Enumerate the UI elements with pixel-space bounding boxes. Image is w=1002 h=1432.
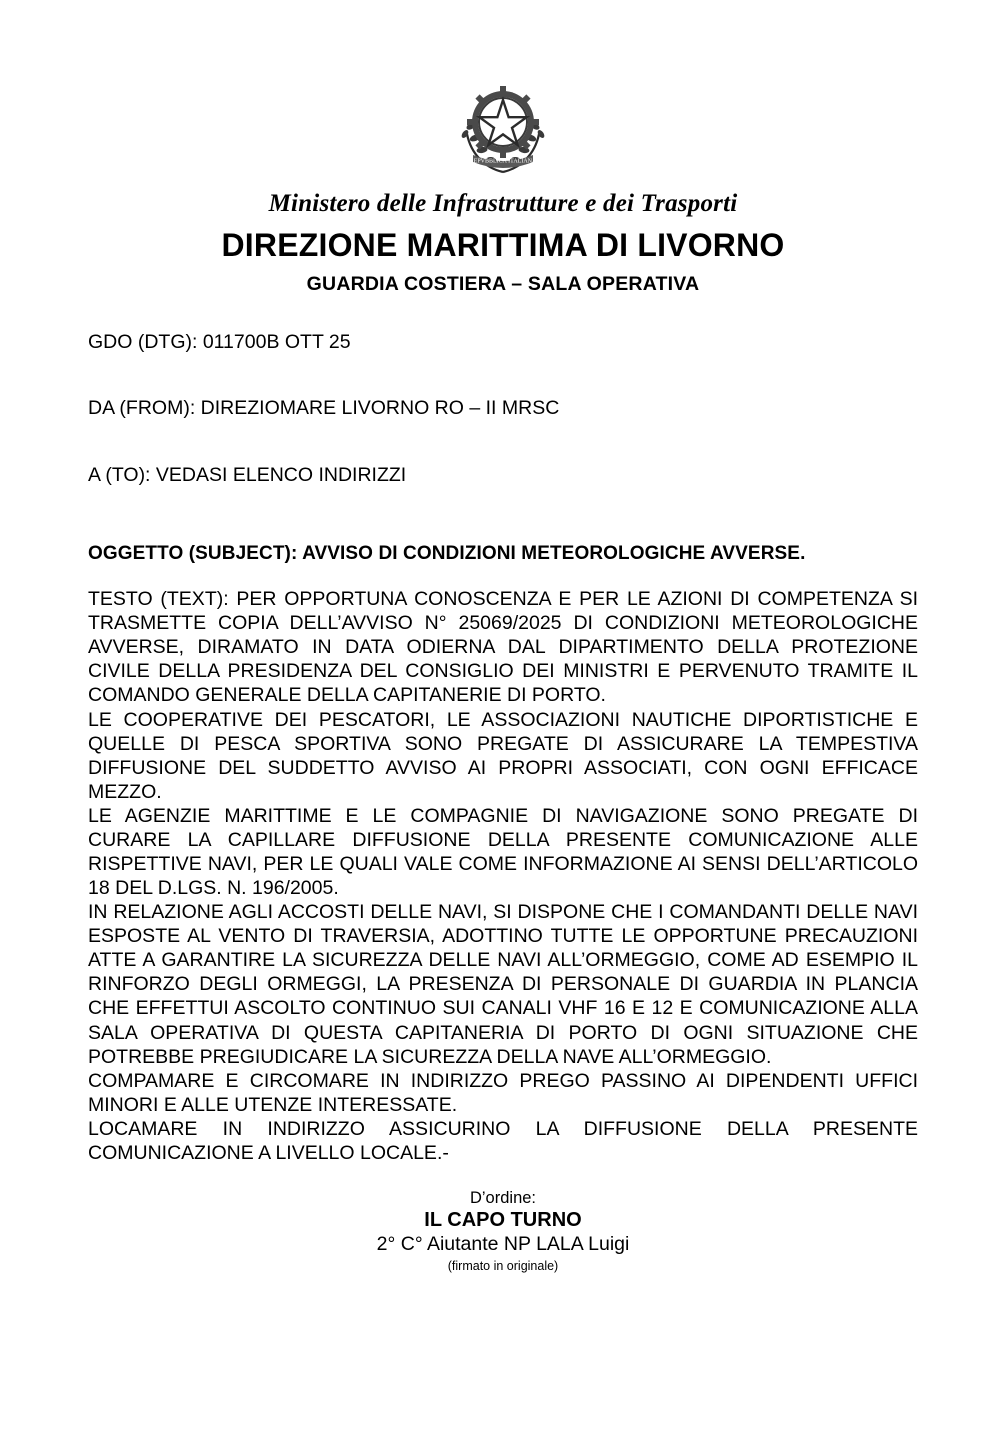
signature-note: (firmato in originale) <box>447 1259 559 1273</box>
meta-block <box>88 330 918 487</box>
signature-role: IL CAPO TURNO <box>424 1209 582 1231</box>
emblem-of-italy-icon <box>451 76 555 180</box>
emblem-container <box>88 8 918 180</box>
document-sheet <box>8 8 994 1424</box>
body-paragraph-3: LE AGENZIE MARITTIME E LE COMPAGNIE DI NAVIGAZIONE SONO PREGATE DI CURARE LA CAPILLARE DIFFUSIONE DELLA PRESENTE COMUNICAZIONE ALLE RISPETTIVE NAVI, PER LE QUALI VALE COME INFORMAZIONE AI SENSI DELL’ARTICOLO 18 DEL D.LGS. N. 196/2005. <box>88 804 918 900</box>
svg-text:REPVBBLICA ITALIANA: REPVBBLICA ITALIANA <box>469 158 537 165</box>
subtitle: GUARDIA COSTIERA – SALA OPERATIVA <box>306 273 700 295</box>
page-title: DIREZIONE MARITTIMA DI LIVORNO <box>221 227 785 263</box>
body-paragraph-2: LE COOPERATIVE DEI PESCATORI, LE ASSOCIAZIONI NAUTICHE DIPORTISTICHE E QUELLE DI PESCA SPORTIVA SONO PREGATE DI ASSICURARE LA TEMPESTIVA DIFFUSIONE DEL SUDDETTO AVVISO AI PROPRI ASSOCIATI, CON OGNI EFFICACE MEZZO. <box>88 708 918 803</box>
body-paragraph-4: IN RELAZIONE AGLI ACCOSTI DELLE NAVI, SI DISPONE CHE I COMANDANTI DELLE NAVI ESPOSTE AL VENTO DI TRAVERSIA, ADOTTINO TUTTE LE OPPORTUNE PRECAUZIONI ATTE A GARANTIRE LA SICUREZZA DELLE NAVI ALL’ORMEGGIO, COME AD ESEMPIO IL RINFORZO DEGLI ORMEGGI, LA PRESENZA DI PERSONALE DI GUARDIA IN PLANCIA CHE EFFETTUI ASCOLTO CONTINUO SUI CANALI VHF 16 E 12 E COMUNICAZIONE ALLA SALA OPERATIVA DI QUESTA CAPITANERIA DI PORTO DI OGNI SITUAZIONE CHE POTREBBE PREGIUDICARE LA SICUREZZA DELLA NAVE ALL’ORMEGGIO. <box>88 901 918 1068</box>
body-paragraph-5: COMPAMARE E CIRCOMARE IN INDIRIZZO PREGO PASSINO AI DIPENDENTI UFFICI MINORI E ALLE UTENZE INTERESSATE. <box>88 1069 918 1116</box>
document-content <box>88 8 918 1273</box>
meta-to: A (TO): VEDASI ELENCO INDIRIZZI <box>88 463 407 486</box>
signature-order: D’ordine: <box>469 1189 537 1207</box>
signature-block <box>88 1189 918 1273</box>
meta-gdo: GDO (DTG): 011700B OTT 25 <box>88 331 351 353</box>
body-text <box>88 587 918 1165</box>
signature-name: 2° C° Aiutante NP LALA Luigi <box>376 1233 630 1255</box>
subject-line: OGGETTO (SUBJECT): AVVISO DI CONDIZIONI METEOROLOGICHE AVVERSE. <box>88 543 806 565</box>
body-paragraph-1: TESTO (TEXT): PER OPPORTUNA CONOSCENZA E PER LE AZIONI DI COMPETENZA SI TRASMETTE COPIA DELL’AVVISO N° 25069/2025 DI CONDIZIONI METEOROLOGICHE AVVERSE, DIRAMATO IN DATA ODIERNA DAL DIPARTIMENTO DELLA PROTEZIONE CIVILE DELLA PRESIDENZA DEL CONSIGLIO DEI MINISTRI E PERVENUTO TRAMITE IL COMANDO GENERALE DELLA CAPITANERIE DI PORTO. <box>88 588 918 707</box>
body-paragraph-6: LOCAMARE IN INDIRIZZO ASSICURINO LA DIFFUSIONE DELLA PRESENTE COMUNICAZIONE A LIVELLO LOCALE.- <box>88 1117 918 1164</box>
meta-from: DA (FROM): DIREZIOMARE LIVORNO RO – II MRSC <box>88 397 560 420</box>
ministry-title: Ministero delle Infrastrutture e dei Trasporti <box>268 190 738 217</box>
